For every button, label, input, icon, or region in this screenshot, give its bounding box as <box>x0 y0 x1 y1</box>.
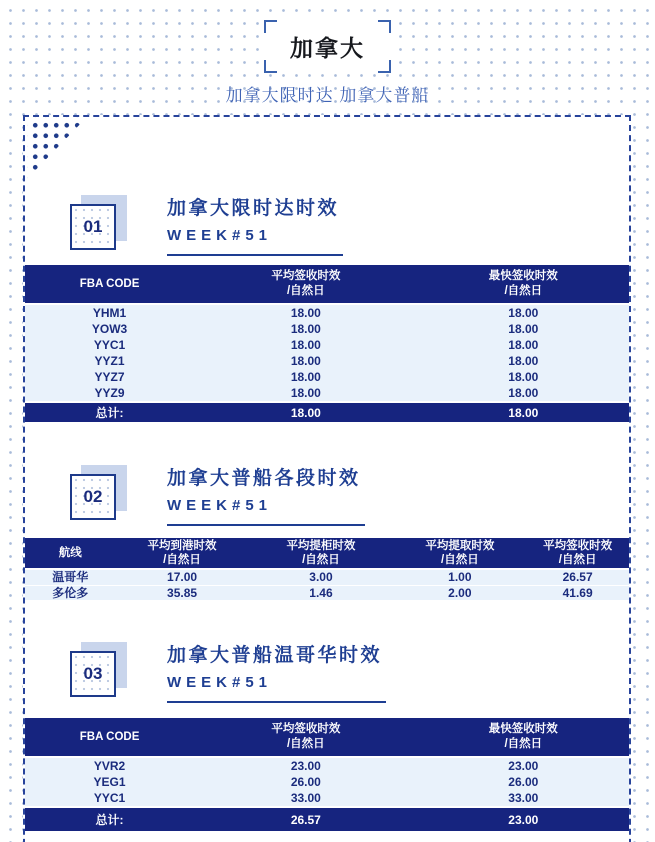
column-header: 平均到港时效 /自然日 <box>116 538 249 569</box>
column-header: 航线 <box>25 538 116 569</box>
table-cell: 2.00 <box>393 585 526 601</box>
section-number: 03 <box>70 651 116 697</box>
section-week-label: WEEK#51 <box>167 227 273 244</box>
table-cell: YYZ1 <box>25 353 194 369</box>
section-3-badge <box>70 651 116 697</box>
section-1-badge <box>70 204 116 250</box>
column-header: 最快签收时效 /自然日 <box>418 718 629 757</box>
table-row <box>25 790 629 807</box>
column-header: 平均签收时效 /自然日 <box>194 265 417 304</box>
total-cell: 26.57 <box>194 807 417 831</box>
page-header <box>0 0 655 106</box>
column-header: 平均提取时效 /自然日 <box>393 538 526 569</box>
section-2-header <box>25 465 629 538</box>
table-row <box>25 369 629 385</box>
total-cell: 23.00 <box>418 807 629 831</box>
table-cell: 17.00 <box>116 569 249 585</box>
table-cell: YEG1 <box>25 774 194 790</box>
table-row <box>25 757 629 774</box>
table-cell: 18.00 <box>194 385 417 402</box>
table-cell: 温哥华 <box>25 569 116 585</box>
total-cell: 总计: <box>25 807 194 831</box>
table-header-row <box>25 718 629 757</box>
column-header: 平均提柜时效 /自然日 <box>248 538 393 569</box>
column-header: 最快签收时效 /自然日 <box>418 265 629 304</box>
corner-bracket-bottom-right-icon <box>378 60 391 73</box>
content-panel <box>23 115 631 842</box>
section-3-header <box>25 642 629 718</box>
table-cell: 33.00 <box>418 790 629 807</box>
table-cell: 18.00 <box>194 321 417 337</box>
table-cell: 18.00 <box>418 385 629 402</box>
table-row <box>25 569 629 585</box>
table-cell: YOW3 <box>25 321 194 337</box>
table-cell: YYC1 <box>25 790 194 807</box>
section-title: 加拿大普船温哥华时效 <box>167 645 383 666</box>
table-cell: 18.00 <box>418 337 629 353</box>
table-cell: 18.00 <box>194 353 417 369</box>
table-row <box>25 353 629 369</box>
table-header-row <box>25 538 629 569</box>
table-cell: 18.00 <box>418 369 629 385</box>
vancouver-delivery-table <box>25 718 629 831</box>
table-cell: 18.00 <box>418 304 629 321</box>
table-cell: YYC1 <box>25 337 194 353</box>
table-cell: 41.69 <box>526 585 629 601</box>
section-1-title-block <box>167 193 343 256</box>
page-title-frame <box>264 20 391 73</box>
section-3-title-block <box>167 640 386 703</box>
table-row <box>25 774 629 790</box>
section-2-title-block <box>167 463 365 526</box>
column-header: 平均签收时效 /自然日 <box>194 718 417 757</box>
corner-bracket-bottom-left-icon <box>264 60 277 73</box>
table-cell: 3.00 <box>248 569 393 585</box>
page-title: 加拿大 <box>290 35 365 61</box>
column-header: FBA CODE <box>25 718 194 757</box>
section-week-label: WEEK#51 <box>167 674 273 691</box>
table-cell: YYZ7 <box>25 369 194 385</box>
table-cell: 1.00 <box>393 569 526 585</box>
table-cell: 33.00 <box>194 790 417 807</box>
table-cell: 多伦多 <box>25 585 116 601</box>
dot-triangle-decoration-icon <box>27 117 87 179</box>
express-delivery-table <box>25 265 629 422</box>
total-cell: 18.00 <box>194 402 417 422</box>
table-cell: 18.00 <box>418 353 629 369</box>
table-cell: 18.00 <box>194 304 417 321</box>
section-1-header <box>25 195 629 265</box>
table-cell: 35.85 <box>116 585 249 601</box>
table-row <box>25 337 629 353</box>
table-cell: 1.46 <box>248 585 393 601</box>
table-total-row <box>25 807 629 831</box>
column-header: FBA CODE <box>25 265 194 304</box>
table-row <box>25 385 629 402</box>
table-cell: 18.00 <box>418 321 629 337</box>
section-number: 02 <box>70 474 116 520</box>
column-header: 平均签收时效 /自然日 <box>526 538 629 569</box>
table-total-row <box>25 402 629 422</box>
table-cell: 18.00 <box>194 337 417 353</box>
section-title: 加拿大普船各段时效 <box>167 468 361 489</box>
regular-ship-segments-table <box>25 538 629 601</box>
total-cell: 18.00 <box>418 402 629 422</box>
section-title: 加拿大限时达时效 <box>167 198 340 219</box>
table-cell: 26.57 <box>526 569 629 585</box>
table-row <box>25 585 629 601</box>
table-cell: 26.00 <box>194 774 417 790</box>
table-cell: YYZ9 <box>25 385 194 402</box>
table-cell: 18.00 <box>194 369 417 385</box>
section-2-badge <box>70 474 116 520</box>
table-cell: 23.00 <box>418 757 629 774</box>
table-cell: YHM1 <box>25 304 194 321</box>
section-number: 01 <box>70 204 116 250</box>
corner-bracket-top-left-icon <box>264 20 277 33</box>
table-row <box>25 304 629 321</box>
table-header-row <box>25 265 629 304</box>
corner-bracket-top-right-icon <box>378 20 391 33</box>
table-row <box>25 321 629 337</box>
page-subtitle: 加拿大限时达 加拿大普船 <box>225 86 430 105</box>
total-cell: 总计: <box>25 402 194 422</box>
table-cell: 23.00 <box>194 757 417 774</box>
section-week-label: WEEK#51 <box>167 497 273 514</box>
table-cell: YVR2 <box>25 757 194 774</box>
table-cell: 26.00 <box>418 774 629 790</box>
